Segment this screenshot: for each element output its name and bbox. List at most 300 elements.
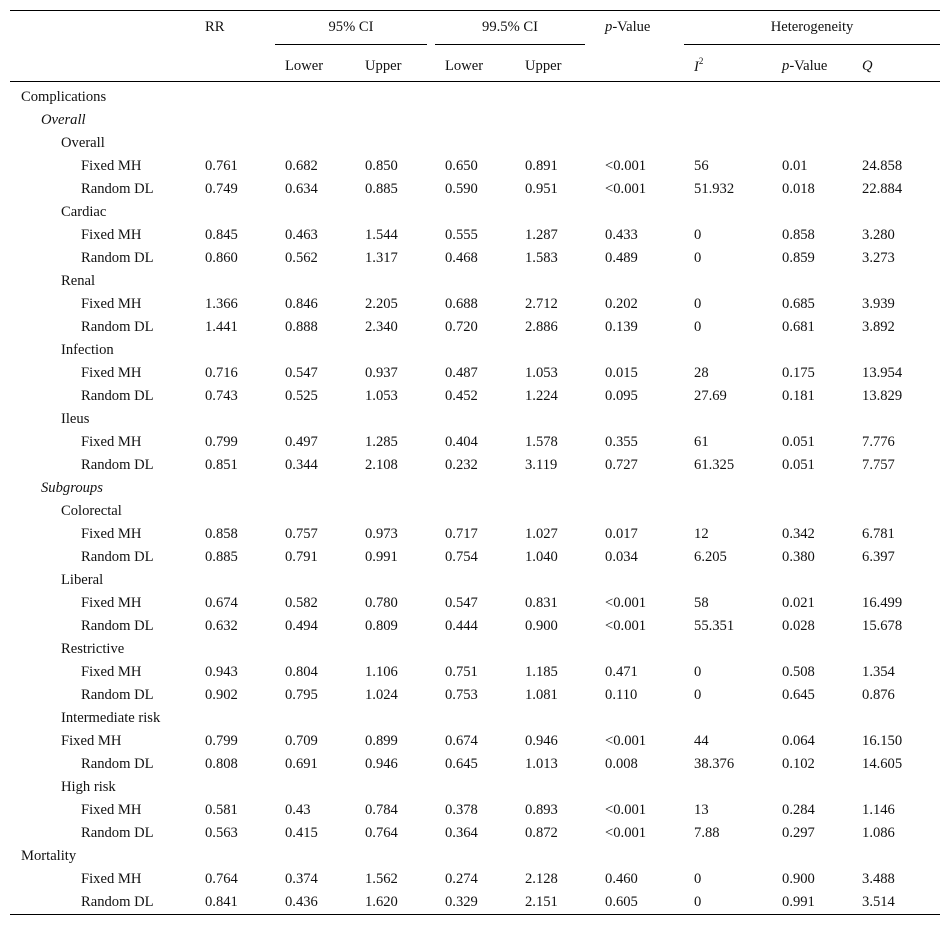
row-label: Fixed MH	[61, 733, 122, 749]
header-het-pvalue	[772, 51, 852, 82]
table-body	[10, 82, 940, 915]
empty-cell	[595, 82, 684, 110]
table-section-row	[10, 408, 940, 431]
empty-cell	[275, 845, 355, 868]
row-label: Fixed MH	[81, 227, 142, 243]
table-section-row	[10, 270, 940, 293]
empty-cell	[684, 109, 772, 132]
table-section-row	[10, 132, 940, 155]
table-cell: 0.547	[445, 595, 478, 611]
table-cell: 0.841	[195, 891, 275, 915]
table-cell: 0.095	[605, 388, 638, 404]
table-cell: 0.876	[862, 687, 895, 703]
table-cell: <0.001	[605, 618, 647, 634]
table-cell: 2.340	[365, 319, 398, 335]
empty-cell	[355, 339, 435, 362]
empty-cell	[435, 132, 515, 155]
row-label: Liberal	[61, 572, 104, 588]
table-cell: 3.892	[862, 319, 895, 335]
empty-cell	[852, 569, 940, 592]
table-cell: 0.380	[782, 549, 815, 565]
row-label: Intermediate risk	[61, 710, 161, 726]
empty-cell	[852, 270, 940, 293]
table-cell: 2.712	[525, 296, 558, 312]
table-cell: 0.008	[605, 756, 638, 772]
table-cell: 1.106	[365, 664, 398, 680]
table-cell: 0	[684, 891, 772, 915]
empty-cell	[772, 707, 852, 730]
empty-cell	[515, 500, 595, 523]
table-cell: 0	[694, 871, 702, 887]
empty-cell	[195, 109, 275, 132]
empty-cell	[852, 845, 940, 868]
table-cell: 1.317	[365, 250, 398, 266]
header-ci95-upper: Upper	[355, 51, 435, 82]
table-row	[10, 316, 940, 339]
row-label: Ileus	[61, 411, 90, 427]
table-cell: 0.859	[782, 250, 815, 266]
empty-cell	[355, 845, 435, 868]
table-cell: 0.232	[445, 457, 478, 473]
table-cell: 0.018	[782, 181, 815, 197]
header-i2	[684, 51, 772, 82]
row-label: Random DL	[81, 549, 154, 565]
table-cell: 0.175	[782, 365, 815, 381]
table-cell: 1.620	[355, 891, 435, 915]
empty-cell	[195, 270, 275, 293]
empty-cell	[275, 408, 355, 431]
empty-cell	[684, 201, 772, 224]
header-blank	[10, 51, 195, 82]
table-cell: 0.799	[205, 733, 238, 749]
empty-cell	[595, 408, 684, 431]
empty-cell	[355, 477, 435, 500]
empty-cell	[275, 776, 355, 799]
table-cell: 0.487	[445, 365, 478, 381]
empty-cell	[595, 109, 684, 132]
empty-cell	[595, 776, 684, 799]
empty-cell	[355, 109, 435, 132]
row-label: Random DL	[81, 457, 154, 473]
table-cell: 1.366	[205, 296, 238, 312]
empty-cell	[435, 82, 515, 110]
empty-cell	[515, 707, 595, 730]
empty-cell	[275, 500, 355, 523]
empty-cell	[852, 82, 940, 110]
empty-cell	[772, 500, 852, 523]
table-cell: 28	[694, 365, 709, 381]
table-row	[10, 822, 940, 845]
empty-cell	[275, 109, 355, 132]
empty-cell	[195, 569, 275, 592]
table-cell: 0.809	[365, 618, 398, 634]
empty-cell	[515, 201, 595, 224]
row-label: Fixed MH	[81, 802, 142, 818]
row-label: Fixed MH	[81, 526, 142, 542]
table-cell: 0.284	[782, 802, 815, 818]
table-cell: 0.582	[285, 595, 318, 611]
table-cell: 0.991	[772, 891, 852, 915]
row-label: Random DL	[81, 756, 154, 772]
header-ci95-lower: Lower	[275, 51, 355, 82]
empty-cell	[195, 82, 275, 110]
empty-cell	[684, 408, 772, 431]
empty-cell	[515, 132, 595, 155]
table-cell: 0.415	[285, 825, 318, 841]
table-cell: 1.562	[365, 871, 398, 887]
table-cell: 0.685	[782, 296, 815, 312]
empty-cell	[515, 339, 595, 362]
empty-cell	[772, 477, 852, 500]
table-cell: 6.781	[862, 526, 895, 542]
row-label: Random DL	[81, 825, 154, 841]
header-ci95-label: 95% CI	[275, 19, 427, 45]
table-cell: 0.946	[525, 733, 558, 749]
table-cell: 0.436	[275, 891, 355, 915]
table-cell: 61.325	[694, 457, 735, 473]
empty-cell	[684, 776, 772, 799]
table-cell: 0.757	[285, 526, 318, 542]
empty-cell	[684, 845, 772, 868]
row-label: High risk	[61, 779, 116, 795]
table-cell: 3.119	[525, 457, 558, 473]
empty-cell	[852, 638, 940, 661]
empty-cell	[595, 845, 684, 868]
empty-cell	[852, 201, 940, 224]
empty-cell	[195, 500, 275, 523]
empty-cell	[275, 569, 355, 592]
empty-cell	[852, 132, 940, 155]
table-cell: 16.150	[862, 733, 903, 749]
table-section-row	[10, 845, 940, 868]
empty-cell	[355, 82, 435, 110]
table-cell: 0.562	[285, 250, 318, 266]
row-label: Random DL	[81, 250, 154, 266]
table-cell: 0.891	[525, 158, 558, 174]
table-cell: 0.902	[205, 687, 238, 703]
empty-cell	[355, 638, 435, 661]
table-row	[10, 362, 940, 385]
empty-cell	[595, 477, 684, 500]
table-cell: 0.784	[365, 802, 398, 818]
row-label: Fixed MH	[81, 871, 142, 887]
table-row	[10, 868, 940, 891]
empty-cell	[435, 339, 515, 362]
empty-cell	[355, 569, 435, 592]
table-cell: 1.185	[525, 664, 558, 680]
table-header	[10, 11, 940, 82]
empty-cell	[275, 201, 355, 224]
table-row	[10, 891, 940, 915]
table-cell: 0.850	[365, 158, 398, 174]
table-cell: 0.795	[285, 687, 318, 703]
table-cell: 0.497	[285, 434, 318, 450]
table-cell: 1.578	[525, 434, 558, 450]
header-corner	[10, 11, 195, 52]
table-cell: 0.674	[205, 595, 238, 611]
row-label: Random DL	[81, 181, 154, 197]
empty-cell	[595, 638, 684, 661]
table-cell: 0.110	[605, 687, 638, 703]
empty-cell	[684, 638, 772, 661]
table-cell: 6.205	[694, 549, 727, 565]
row-label: Fixed MH	[81, 595, 142, 611]
empty-cell	[275, 477, 355, 500]
table-cell: 0.590	[445, 181, 478, 197]
table-cell: 15.678	[862, 618, 903, 634]
table-cell: <0.001	[605, 825, 647, 841]
header-het-p-rest: -Value	[789, 57, 828, 74]
empty-cell	[195, 477, 275, 500]
table-cell: 3.280	[862, 227, 895, 243]
table-cell: 0.01	[782, 158, 808, 174]
table-cell: 2.128	[525, 871, 558, 887]
empty-cell	[195, 845, 275, 868]
empty-cell	[684, 339, 772, 362]
table-cell: 7.757	[862, 457, 895, 473]
table-cell: 0.650	[445, 158, 478, 174]
table-cell: 0.555	[445, 227, 478, 243]
row-label: Overall	[41, 112, 86, 128]
empty-cell	[595, 339, 684, 362]
table-cell: 3.488	[862, 871, 895, 887]
table-cell: 0.468	[445, 250, 478, 266]
table-cell: 1.287	[525, 227, 558, 243]
empty-cell	[772, 132, 852, 155]
empty-cell	[595, 270, 684, 293]
table-cell: 0.681	[782, 319, 815, 335]
empty-cell	[852, 109, 940, 132]
empty-cell	[435, 270, 515, 293]
empty-cell	[772, 776, 852, 799]
table-section-row	[10, 82, 940, 110]
table-cell: 0.632	[205, 618, 238, 634]
table-cell: 13.829	[862, 388, 903, 404]
empty-cell	[195, 339, 275, 362]
empty-cell	[595, 500, 684, 523]
empty-cell	[435, 477, 515, 500]
empty-cell	[772, 82, 852, 110]
table-cell: 0.344	[285, 457, 318, 473]
empty-cell	[772, 109, 852, 132]
empty-cell	[772, 569, 852, 592]
table-cell: 0.973	[365, 526, 398, 542]
empty-cell	[195, 638, 275, 661]
table-cell: 0.872	[525, 825, 558, 841]
empty-cell	[435, 776, 515, 799]
table-cell: 1.544	[365, 227, 398, 243]
table-cell: 1.024	[365, 687, 398, 703]
header-q-label: Q	[862, 57, 873, 74]
row-label: Random DL	[81, 319, 154, 335]
table-cell: 1.146	[862, 802, 895, 818]
header-pvalue-rest: -Value	[612, 19, 651, 35]
table-section-row	[10, 477, 940, 500]
empty-cell	[435, 408, 515, 431]
table-cell: 0.717	[445, 526, 478, 542]
header-ci995-lower: Lower	[435, 51, 515, 82]
header-pvalue-p: p	[605, 19, 613, 35]
table-cell: 0.374	[285, 871, 318, 887]
table-cell: 0.051	[782, 457, 815, 473]
table-cell: 0.051	[782, 434, 815, 450]
empty-cell	[772, 845, 852, 868]
table-cell: 2.205	[365, 296, 398, 312]
empty-cell	[684, 569, 772, 592]
table-cell: 0.274	[445, 871, 478, 887]
table-cell: 1.441	[205, 319, 238, 335]
table-cell: 7.776	[862, 434, 895, 450]
table-cell: 0.753	[445, 687, 478, 703]
empty-cell	[595, 132, 684, 155]
table-cell: 1.053	[365, 388, 398, 404]
table-cell: 0.743	[205, 388, 238, 404]
table-cell: 0.581	[205, 802, 238, 818]
table-cell: 14.605	[862, 756, 903, 772]
empty-cell	[684, 132, 772, 155]
table-cell: 55.351	[694, 618, 735, 634]
table-cell: 0.563	[205, 825, 238, 841]
table-cell: 1.086	[862, 825, 895, 841]
table-cell: 2.886	[525, 319, 558, 335]
table-row	[10, 247, 940, 270]
header-i2-sup: 2	[698, 55, 704, 66]
empty-cell	[772, 270, 852, 293]
table-section-row	[10, 638, 940, 661]
table-cell: 0.799	[205, 434, 238, 450]
empty-cell	[515, 845, 595, 868]
empty-cell	[515, 109, 595, 132]
table-cell: 0.364	[445, 825, 478, 841]
empty-cell	[275, 82, 355, 110]
empty-cell	[275, 638, 355, 661]
table-cell: 27.69	[694, 388, 727, 404]
table-row	[10, 799, 940, 822]
table-cell: 1.053	[525, 365, 558, 381]
table-cell: 0.888	[285, 319, 318, 335]
table-row	[10, 592, 940, 615]
table-cell: 1.285	[365, 434, 398, 450]
table-cell: 0	[694, 296, 702, 312]
table-cell: 0.851	[205, 457, 238, 473]
table-cell: 0.028	[782, 618, 815, 634]
header-ci95-group	[275, 11, 435, 52]
table-section-row	[10, 201, 940, 224]
table-cell: 0.860	[205, 250, 238, 266]
table-cell: 0.991	[365, 549, 398, 565]
table-cell: 0.764	[365, 825, 398, 841]
table-row	[10, 753, 940, 776]
empty-cell	[515, 776, 595, 799]
table-cell: 0.102	[782, 756, 815, 772]
table-cell: 56	[694, 158, 709, 174]
empty-cell	[355, 270, 435, 293]
table-cell: 0.342	[782, 526, 815, 542]
empty-cell	[435, 500, 515, 523]
table-cell: 0.525	[285, 388, 318, 404]
table-cell: 38.376	[694, 756, 735, 772]
table-row	[10, 385, 940, 408]
table-cell: 0.139	[605, 319, 638, 335]
table-cell: 0.297	[782, 825, 815, 841]
table-row	[10, 224, 940, 247]
table-cell: 3.273	[862, 250, 895, 266]
table-cell: 0.720	[445, 319, 478, 335]
header-heterogeneity-label: Heterogeneity	[684, 19, 940, 45]
table-cell: 0.846	[285, 296, 318, 312]
table-cell: 0.444	[445, 618, 478, 634]
empty-cell	[595, 707, 684, 730]
empty-cell	[355, 201, 435, 224]
table-cell: 1.081	[525, 687, 558, 703]
row-label: Fixed MH	[81, 158, 142, 174]
empty-cell	[355, 500, 435, 523]
table-cell: 0.858	[782, 227, 815, 243]
table-cell: 0.751	[445, 664, 478, 680]
table-cell: 0.804	[285, 664, 318, 680]
table-cell: 0.404	[445, 434, 478, 450]
header-i2-base: I	[694, 58, 699, 75]
table-cell: 0.899	[365, 733, 398, 749]
table-cell: 0	[694, 227, 702, 243]
header-ci995-label: 99.5% CI	[435, 19, 585, 45]
table-cell: 0.355	[605, 434, 638, 450]
table-cell: 1.583	[525, 250, 558, 266]
empty-cell	[435, 569, 515, 592]
row-label: Restrictive	[61, 641, 125, 657]
row-label: Fixed MH	[81, 296, 142, 312]
row-label: Fixed MH	[81, 434, 142, 450]
empty-cell	[595, 201, 684, 224]
table-cell: 0.460	[605, 871, 638, 887]
table-row	[10, 454, 940, 477]
table-cell: 0.021	[782, 595, 815, 611]
row-label: Cardiac	[61, 204, 107, 220]
row-label: Fixed MH	[81, 365, 142, 381]
table-section-row	[10, 776, 940, 799]
empty-cell	[852, 408, 940, 431]
empty-cell	[195, 201, 275, 224]
table-cell: 0.547	[285, 365, 318, 381]
empty-cell	[852, 477, 940, 500]
empty-cell	[684, 270, 772, 293]
table-cell: 0.605	[595, 891, 684, 915]
table-cell: 0.951	[525, 181, 558, 197]
table-cell: 0.691	[285, 756, 318, 772]
table-cell: 0.034	[605, 549, 638, 565]
empty-cell	[684, 500, 772, 523]
table-cell: <0.001	[605, 595, 647, 611]
table-row	[10, 293, 940, 316]
table-cell: 0.682	[285, 158, 318, 174]
table-cell: 0.43	[285, 802, 311, 818]
table-row	[10, 431, 940, 454]
table-cell: 44	[694, 733, 709, 749]
row-label: Renal	[61, 273, 96, 289]
row-label: Mortality	[21, 848, 77, 864]
table-cell: 0.791	[285, 549, 318, 565]
header-blank-rr	[195, 51, 275, 82]
empty-cell	[435, 707, 515, 730]
table-cell: 0.900	[782, 871, 815, 887]
table-cell: 0.780	[365, 595, 398, 611]
table-cell: 0.452	[445, 388, 478, 404]
table-row	[10, 615, 940, 638]
table-cell: 51.932	[694, 181, 735, 197]
table-cell: 61	[694, 434, 709, 450]
table-cell: <0.001	[605, 733, 647, 749]
table-cell: 24.858	[862, 158, 903, 174]
